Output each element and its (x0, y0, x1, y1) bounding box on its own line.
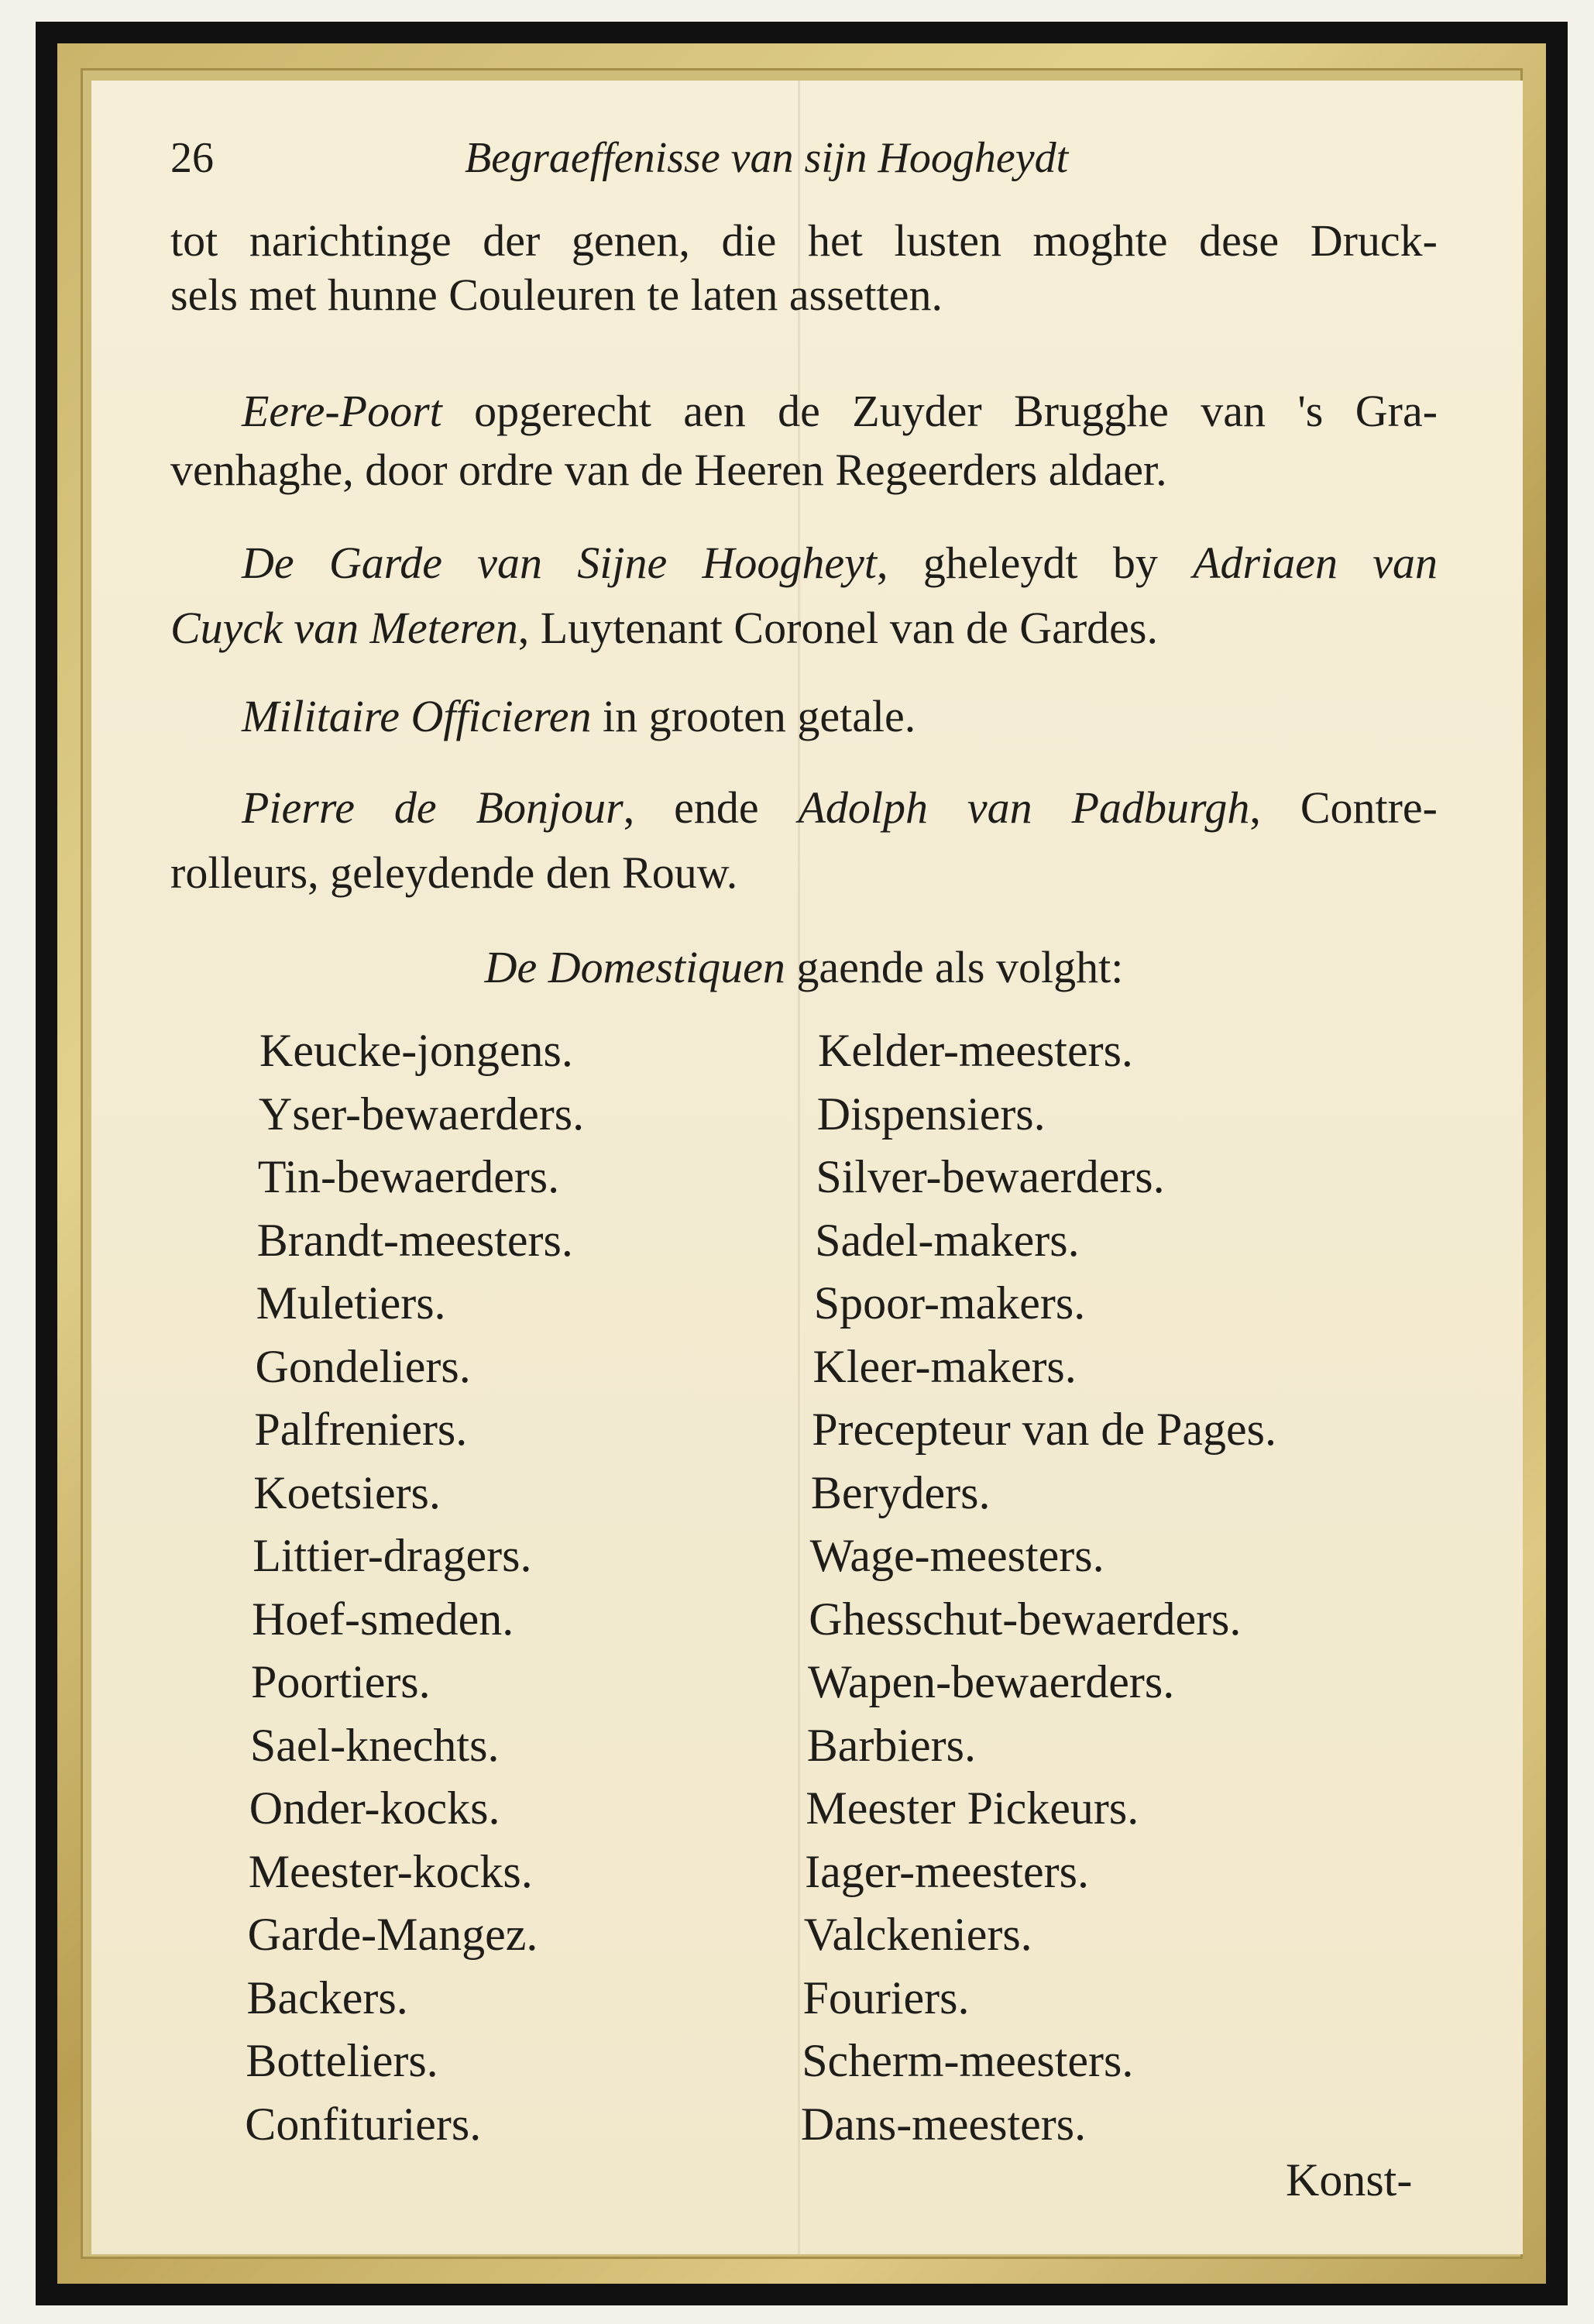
list-item-left: Garde-Mangez. (247, 1909, 538, 1960)
list-item-right: Ghesschut-bewaerders. (809, 1593, 1242, 1645)
list-item-right: Fouriers. (802, 1972, 970, 2023)
p3-italic3: Cuyck van Meteren (170, 603, 518, 653)
p5-line2: rolleurs, geleydende den Rouw. (170, 847, 738, 898)
list-item-right: Sadel-makers. (815, 1214, 1080, 1266)
p5-text1: , ende (623, 782, 759, 833)
list-item-right: Wage-meesters. (809, 1530, 1104, 1581)
list-item-right: Beryders. (810, 1466, 991, 1518)
list-item-right: Meester Pickeurs. (806, 1783, 1139, 1834)
p5-italic1: Pierre de Bonjour (242, 782, 624, 833)
list-item-left: Onder-kocks. (249, 1783, 500, 1834)
list-item-left: Confituriers. (245, 2098, 482, 2150)
list-item-left: Sael-knechts. (249, 1719, 500, 1771)
list-item-left: Littier-dragers. (252, 1530, 532, 1581)
page-number: 26 (170, 134, 214, 182)
heading-italic: De Domestiquen (484, 942, 785, 992)
p2-italic: Eere-Poort (242, 386, 442, 436)
p3-text2: , Luytenant Coronel van de Gardes. (517, 603, 1158, 653)
list-item-left: Backers. (246, 1972, 408, 2023)
p5-line1 (242, 782, 1438, 833)
section-heading (170, 942, 1438, 992)
p2-line2: venhaghe, door ordre van de Heeren Regeerders aldaer. (170, 445, 1167, 495)
p3-italic1: De Garde van Sijne Hoogheyt (242, 538, 878, 588)
list-item-right: Iager-meesters. (805, 1845, 1090, 1897)
list-item-left: Brandt-meesters. (256, 1214, 573, 1266)
p4-italic: Militaire Officieren (242, 691, 592, 741)
p4-text: in grooten getale. (603, 691, 916, 741)
p2-text: opgerecht aen de Zuyder Brugghe van 's Gra- (474, 386, 1438, 436)
list-item-right: Barbiers. (806, 1719, 976, 1771)
list-item-left: Muletiers. (256, 1277, 446, 1329)
p5-text2: , Contre- (1249, 782, 1438, 833)
p3-line1 (242, 538, 1438, 588)
p4-line (242, 691, 1509, 741)
list-item-left: Meester-kocks. (248, 1845, 533, 1897)
p3-text1: , gheleydt by (877, 538, 1158, 588)
list-item-left: Palfreniers. (254, 1404, 468, 1455)
list-item-right: Kleer-makers. (812, 1340, 1077, 1392)
list-item-right: Dans-meesters. (800, 2098, 1087, 2150)
list-item-left: Koetsiers. (253, 1466, 441, 1518)
list-item-right: Dispensiers. (816, 1088, 1046, 1140)
p1-line2: sels met hunne Couleuren te laten assetten. (170, 270, 943, 320)
list-item-left: Yser-bewaerders. (258, 1088, 585, 1140)
list-item-left: Tin-bewaerders. (257, 1151, 560, 1202)
list-item-right: Valckeniers. (803, 1909, 1032, 1960)
p1-line1: tot narichtinge der genen, die het lusten moghte dese Druck- (170, 215, 1438, 266)
heading-text: gaende als volght: (796, 942, 1124, 992)
list-item-left: Botteliers. (246, 2035, 438, 2086)
list-item-right: Scherm-meesters. (802, 2035, 1134, 2086)
list-item-right: Wapen-bewaerders. (808, 1656, 1175, 1707)
list-item-left: Gondeliers. (255, 1340, 471, 1392)
list-item-right: Silver-bewaerders. (816, 1151, 1165, 1202)
p3-line2 (170, 603, 1438, 653)
list-item-left: Hoef-smeden. (252, 1593, 514, 1645)
p5-italic2: Adolph van Padburgh (798, 782, 1250, 833)
list-item-right: Precepteur van de Pages. (812, 1404, 1276, 1455)
p2-line1 (242, 386, 1438, 436)
catchword: Konst- (1286, 2154, 1413, 2205)
list-item-left: Poortiers. (251, 1656, 431, 1707)
p3-italic2: Adriaen van (1193, 538, 1438, 588)
list-item-right: Spoor-makers. (813, 1277, 1086, 1329)
running-title: Begraeffenisse van sijn Hoogheydt (465, 134, 1069, 182)
list-item-left: Keucke-jongens. (259, 1025, 573, 1076)
list-item-right: Kelder-meesters. (818, 1025, 1133, 1076)
